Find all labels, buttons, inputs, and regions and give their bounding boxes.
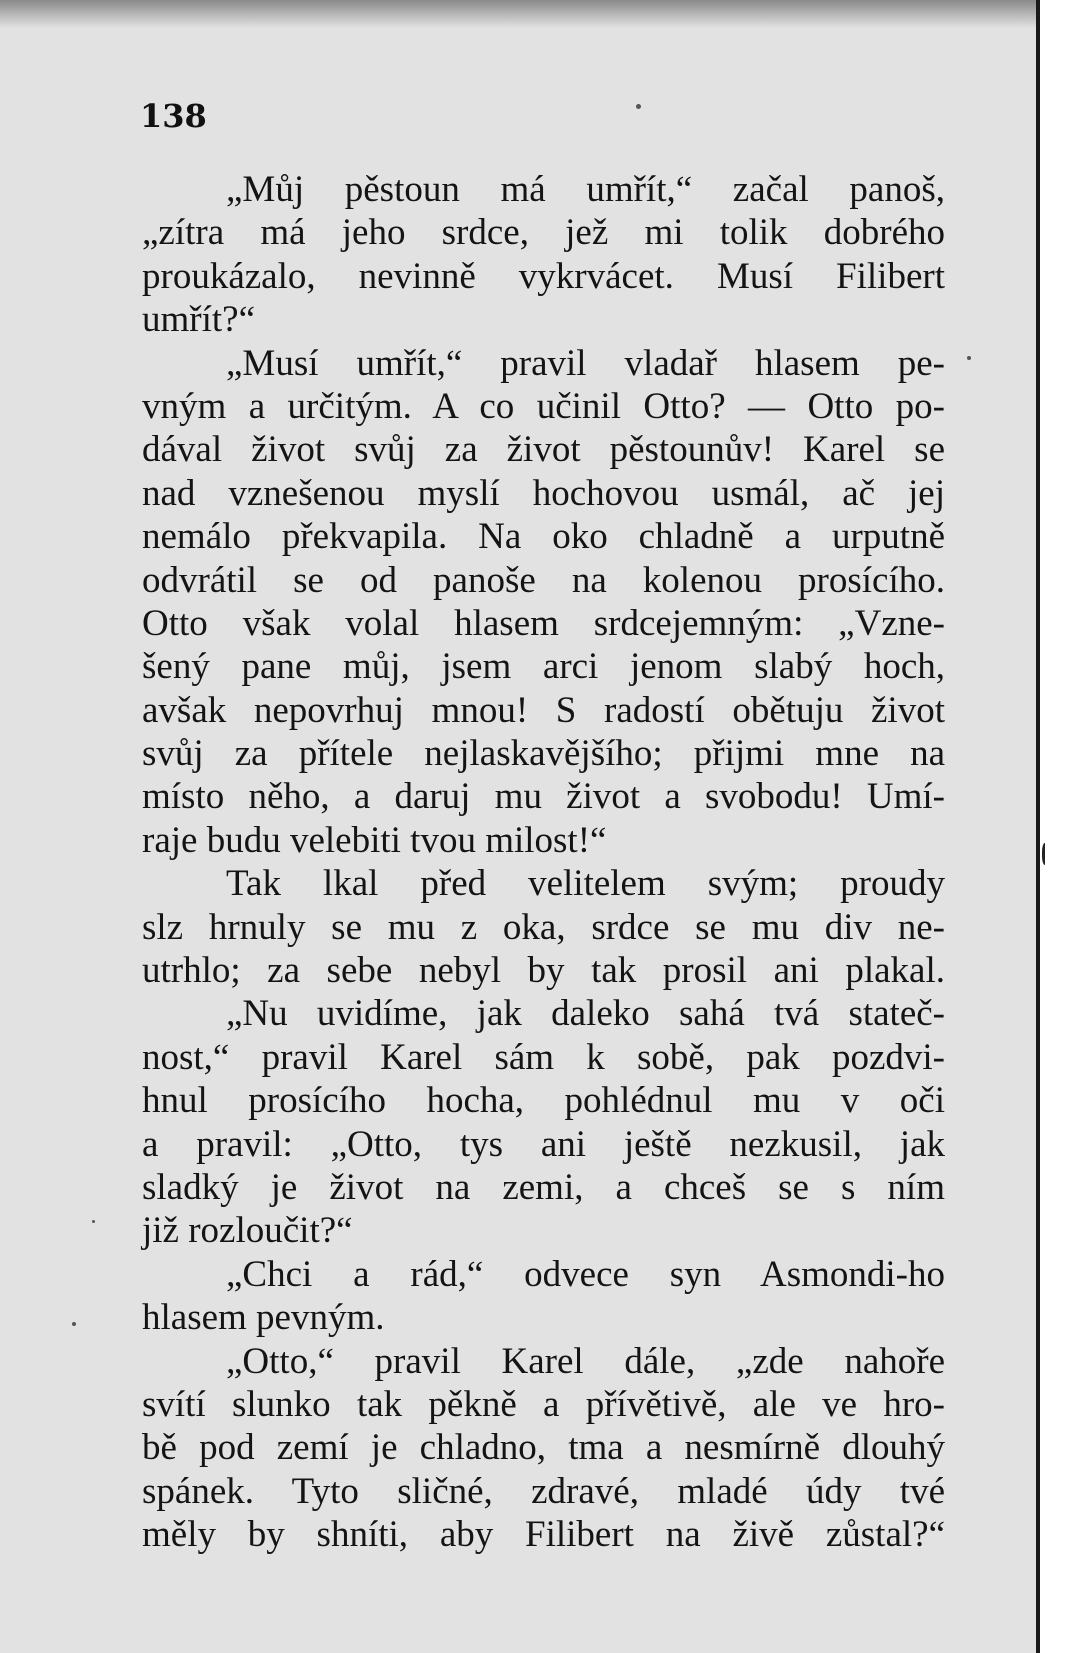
page-edge-shadow bbox=[1036, 0, 1040, 1653]
text-line: avšak nepovrhuj mnou! S radostí obětuju život bbox=[142, 689, 945, 731]
text-line: spánek. Tyto sličné, zdravé, mladé údy tvé bbox=[142, 1470, 945, 1512]
text-line: slz hrnuly se mu z oka, srdce se mu div ne- bbox=[142, 906, 945, 948]
text-line: svítí slunko tak pěkně a přívětivě, ale ve hro- bbox=[142, 1383, 945, 1425]
text-line: raje budu velebiti tvou milost!“ bbox=[142, 819, 607, 861]
text-line: „zítra má jeho srdce, jež mi tolik dobrého bbox=[142, 212, 945, 254]
text-line: umřít?“ bbox=[142, 299, 256, 341]
text-line: a pravil: „Otto, tys ani ještě nezkusil, jak bbox=[142, 1123, 945, 1165]
text-line: odvrátil se od panoše na kolenou prosícího. bbox=[142, 559, 945, 601]
text-line: měly by shníti, aby Filibert na živě zůstal?“ bbox=[142, 1514, 945, 1556]
text-line: „Otto,“ pravil Karel dále, „zde nahoře bbox=[226, 1340, 945, 1382]
text-line: dával život svůj za život pěstounův! Karel se bbox=[142, 429, 945, 471]
text-line: svůj za přítele nejlaskavějšího; přijmi mne na bbox=[142, 733, 945, 775]
text-line: „Můj pěstoun má umřít,“ začal panoš, bbox=[226, 169, 945, 210]
ink-speck bbox=[72, 1322, 76, 1326]
text-line: hnul prosícího hocha, pohlédnul mu v oči bbox=[142, 1080, 945, 1122]
text-line: šený pane můj, jsem arci jenom slabý hoch, bbox=[142, 646, 945, 688]
ink-speck bbox=[92, 1220, 95, 1223]
text-line: Tak lkal před velitelem svým; proudy bbox=[226, 863, 945, 905]
page-number: 138 bbox=[140, 97, 207, 135]
text-line: nemálo překvapila. Na oko chladně a urputně bbox=[142, 516, 945, 558]
ink-speck bbox=[636, 104, 641, 109]
scan-top-shadow bbox=[0, 0, 1038, 28]
margin-mark bbox=[1042, 843, 1049, 865]
text-line: Otto však volal hlasem srdcejemným: „Vzne- bbox=[142, 602, 945, 644]
text-line: „Nu uvidíme, jak daleko sahá tvá stateč- bbox=[226, 993, 945, 1035]
text-line: bě pod zemí je chladno, tma a nesmírně dlouhý bbox=[142, 1427, 945, 1469]
text-line: sladký je život na zemi, a chceš se s ním bbox=[142, 1166, 945, 1208]
body-text bbox=[142, 168, 945, 1557]
ink-speck bbox=[967, 356, 971, 360]
text-line: hlasem pevným. bbox=[142, 1297, 385, 1339]
text-line: místo něho, a daruj mu život a svobodu! Umí- bbox=[142, 776, 945, 818]
text-line: nad vznešenou myslí hochovou usmál, ač jej bbox=[142, 472, 945, 514]
text-line: nost,“ pravil Karel sám k sobě, pak pozdvi- bbox=[142, 1036, 945, 1078]
text-line: proukázalo, nevinně vykrvácet. Musí Filibert bbox=[142, 255, 945, 297]
text-line: již rozloučit?“ bbox=[142, 1210, 353, 1252]
text-line: „Chci a rád,“ odvece syn Asmondi-ho bbox=[226, 1253, 945, 1295]
text-line: utrhlo; za sebe nebyl by tak prosil ani plakal. bbox=[142, 950, 945, 992]
text-line: „Musí umřít,“ pravil vladař hlasem pe- bbox=[226, 342, 945, 384]
text-line: vným a určitým. A co učinil Otto? — Otto po- bbox=[142, 385, 945, 427]
